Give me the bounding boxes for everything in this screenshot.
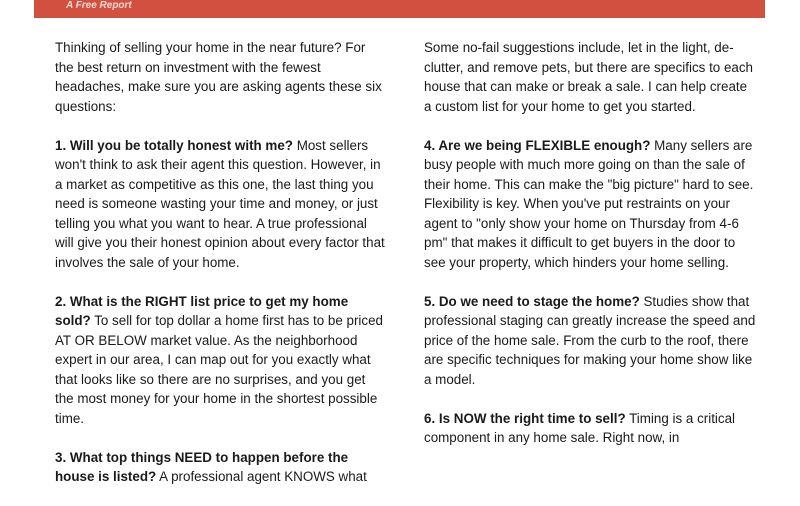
question-2-body: To sell for top dollar a home first has to be priced AT OR BELOW market value. As the neighborhood expert in our area, I can map out for you exactly what that looks like so there are no surprises, and you get the most money for your home in the shortest possible time. bbox=[55, 313, 383, 426]
question-3-continued: Some no-fail suggestions include, let in the light, de-clutter, and remove pets, but there are specifics to each house that can make or break a sale. I can help create a custom list for your home to get you started. bbox=[424, 40, 753, 114]
question-4-title: 4. Are we being FLEXIBLE enough? bbox=[424, 137, 651, 153]
question-3-title: 3. What top things NEED to happen before the house is listed? bbox=[55, 449, 349, 484]
question-5 bbox=[424, 292, 756, 390]
question-6-body: Timing is a critical component in any home sale. Right now, in bbox=[424, 410, 736, 445]
question-1-body: Most sellers won't think to ask their agent this question. However, in a market as competitive as this one, the last thing you need is someone wasting your time and money, or just telling you what you want to hear. A true professional will give you their honest opinion about every factor that involves the sale of your home. bbox=[55, 137, 385, 270]
question-4-body: Many sellers are busy people with much more going on than the sale of their home. This can make the "big picture" hard to see. Flexibility is key. When you've put restraints on your agent to "only show your home on Thursday from 4-6 pm" that makes it difficult to get buyers in the door to see your property, which hinders your home selling. bbox=[424, 137, 754, 270]
intro-paragraph: Thinking of selling your home in the near future? For the best return on investment with the fewest headaches, make sure you are asking agents these six questions: bbox=[55, 40, 382, 114]
question-2-title: 2. What is the RIGHT list price to get my home sold? bbox=[55, 293, 349, 328]
question-6-title: 6. Is NOW the right time to sell? bbox=[424, 410, 626, 426]
question-2 bbox=[55, 292, 387, 429]
report-subtitle: A Free Report bbox=[66, 0, 132, 11]
question-5-body: Studies show that professional staging can greatly increase the speed and price of the home sale. From the curb to the roof, there are specific techniques for making your home show like a model. bbox=[424, 293, 756, 387]
right-column bbox=[424, 38, 756, 467]
report-header-banner bbox=[34, 0, 765, 18]
question-1-title: 1. Will you be totally honest with me? bbox=[55, 137, 293, 153]
left-column bbox=[55, 38, 387, 506]
question-3 bbox=[55, 448, 387, 487]
question-3-body: A professional agent KNOWS what bbox=[156, 469, 367, 484]
question-6 bbox=[424, 409, 756, 448]
question-4 bbox=[424, 136, 756, 273]
question-1 bbox=[55, 136, 387, 273]
question-5-title: 5. Do we need to stage the home? bbox=[424, 293, 640, 309]
